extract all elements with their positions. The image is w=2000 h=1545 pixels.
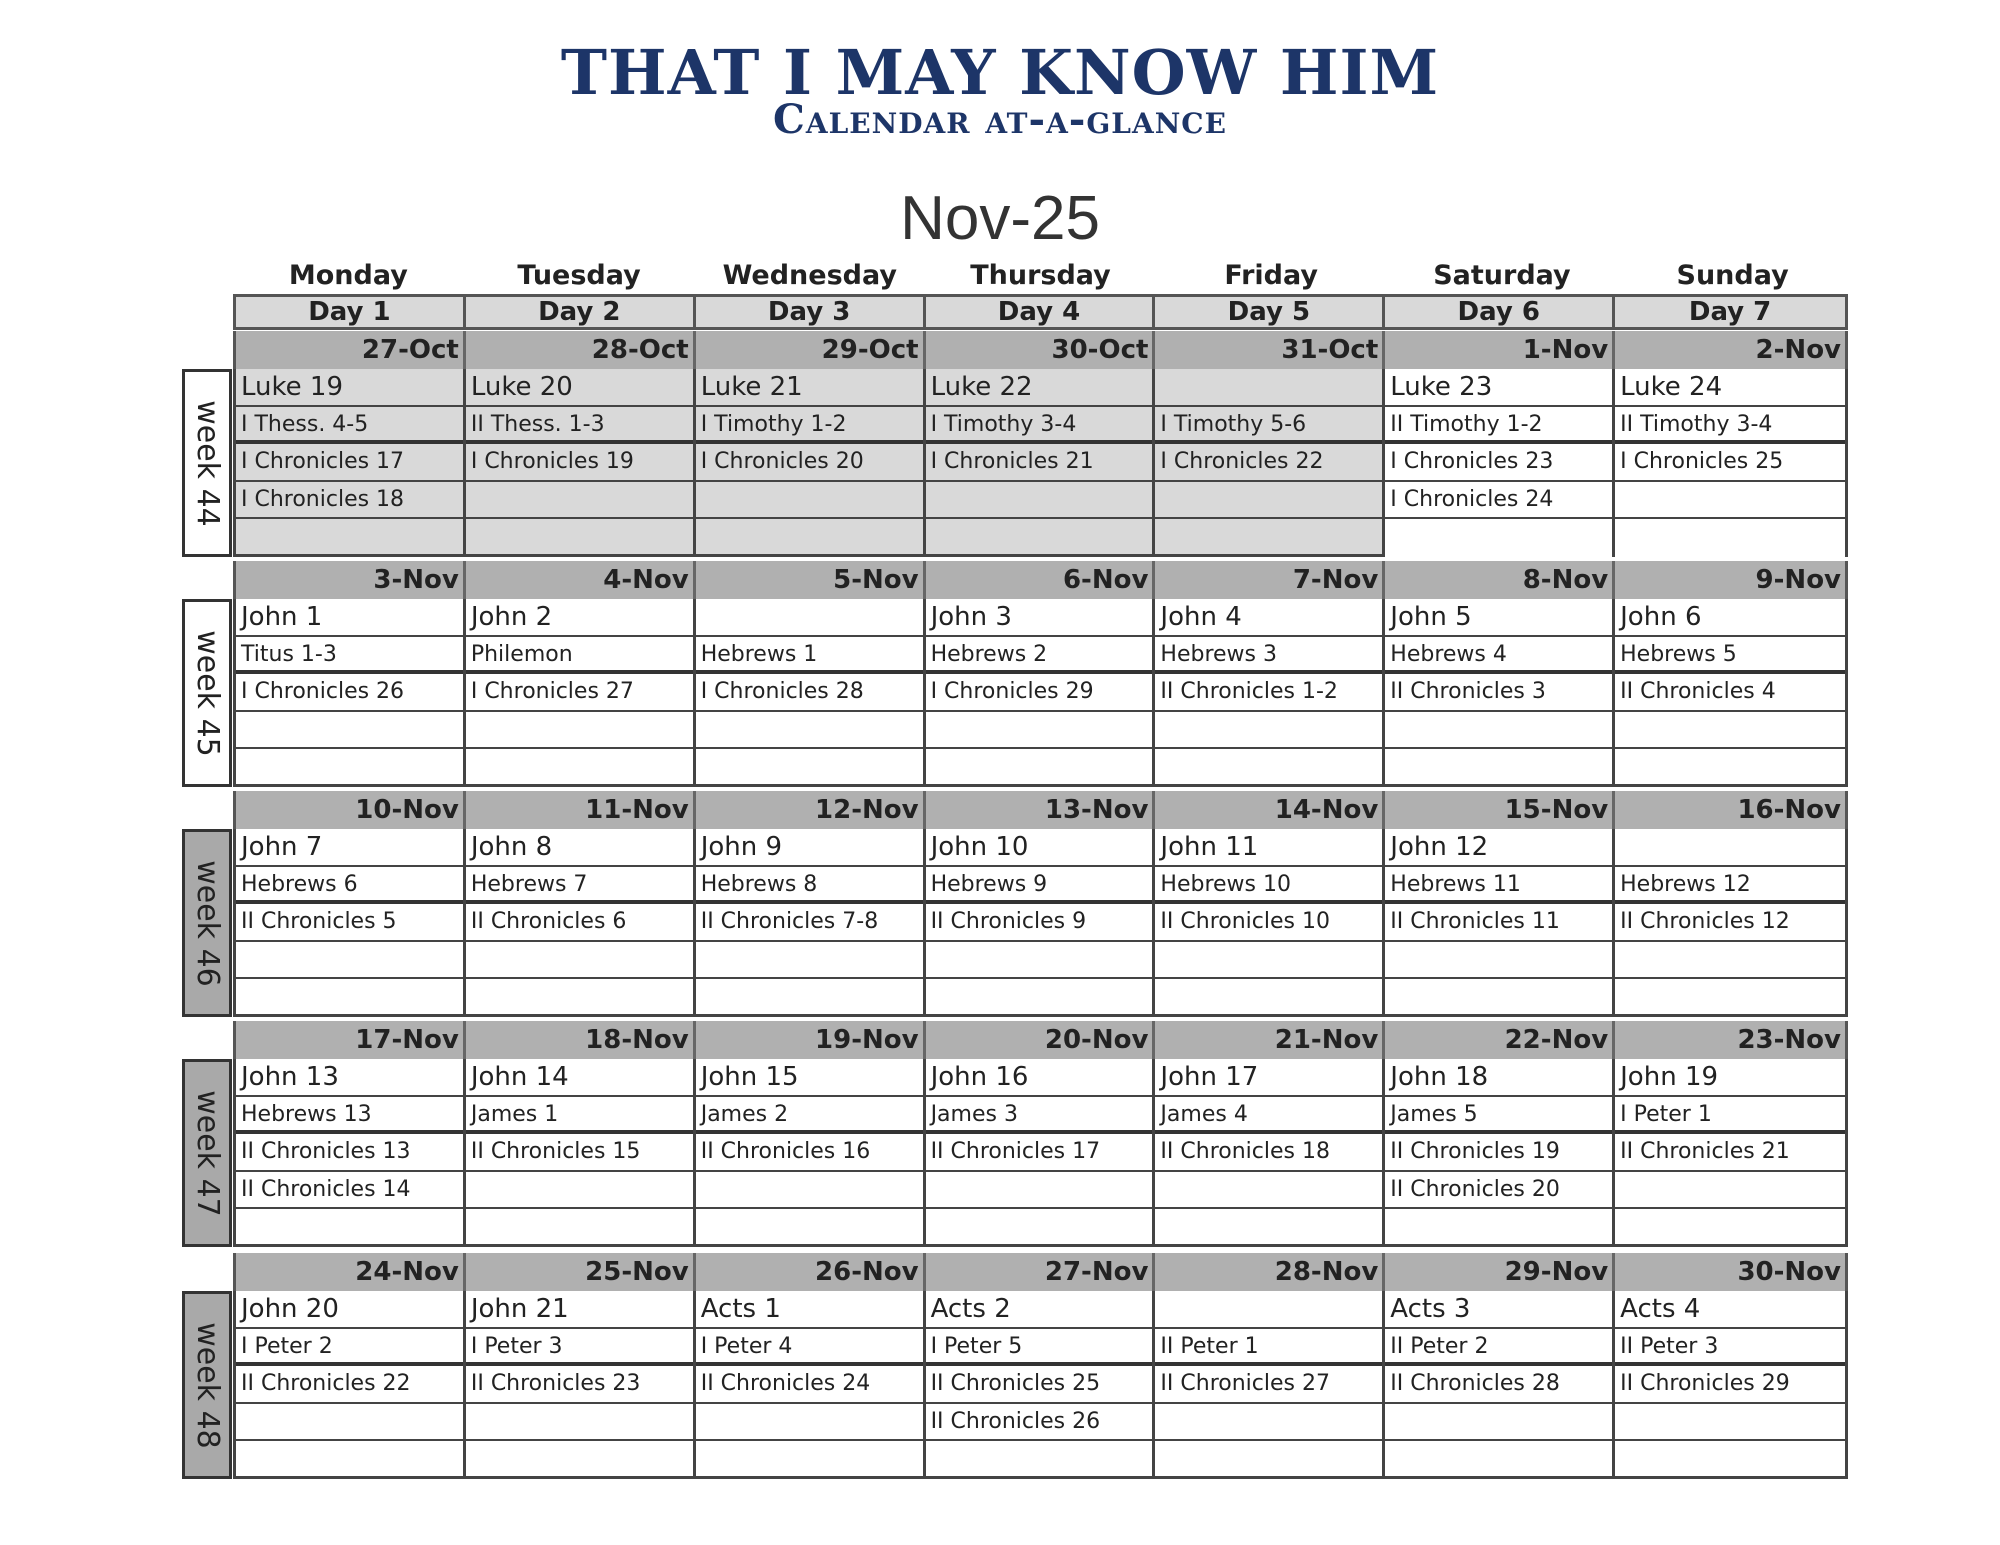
page-subtitle: Calendar at-a-glance: [773, 96, 1227, 143]
reading-entry: [1155, 942, 1382, 980]
date-label: 13-Nov: [926, 791, 1156, 829]
reading-entry: [466, 1441, 693, 1479]
date-row: [233, 791, 1848, 829]
reading-entry: [1615, 712, 1845, 750]
reading-entry: II Timothy 3-4: [1615, 407, 1845, 445]
reading-entry: II Chronicles 14: [236, 1172, 463, 1210]
day-cell: [1155, 599, 1385, 787]
reading-entry: [696, 942, 923, 980]
reading-entry: John 12: [1385, 829, 1612, 867]
reading-entry: [236, 979, 463, 1017]
date-label: 29-Oct: [696, 331, 926, 369]
reading-entry: II Chronicles 20: [1385, 1172, 1612, 1210]
day-cell: [1385, 369, 1615, 557]
day-number-label: Day 5: [1155, 297, 1385, 327]
reading-entry: [236, 519, 463, 557]
date-label: 5-Nov: [696, 561, 926, 599]
date-label: 27-Nov: [926, 1253, 1156, 1291]
date-label: 12-Nov: [696, 791, 926, 829]
day-cell: [1155, 829, 1385, 1017]
date-label: 25-Nov: [466, 1253, 696, 1291]
date-label: 4-Nov: [466, 561, 696, 599]
day-cell: [1385, 599, 1615, 787]
reading-entry: Titus 1-3: [236, 637, 463, 675]
week-block: [233, 561, 1848, 787]
reading-entry: I Timothy 5-6: [1155, 407, 1382, 445]
reading-entry: II Chronicles 6: [466, 904, 693, 942]
day-cell: [1155, 1291, 1385, 1479]
day-cell: [466, 1291, 696, 1479]
reading-entry: [1385, 979, 1612, 1017]
reading-entry: [236, 712, 463, 750]
reading-entry: John 18: [1385, 1059, 1612, 1097]
date-row: [233, 331, 1848, 369]
reading-entry: [466, 482, 693, 520]
reading-entry: John 14: [466, 1059, 693, 1097]
reading-entry: II Chronicles 22: [236, 1366, 463, 1404]
reading-entry: I Peter 5: [926, 1329, 1153, 1367]
reading-entry: [1615, 519, 1845, 557]
reading-entry: John 3: [926, 599, 1153, 637]
reading-entry: [1155, 519, 1382, 557]
date-label: 19-Nov: [696, 1021, 926, 1059]
reading-entry: Luke 24: [1615, 369, 1845, 407]
day-cell: [926, 829, 1156, 1017]
reading-entry: Hebrews 7: [466, 867, 693, 905]
reading-entry: I Chronicles 18: [236, 482, 463, 520]
reading-cells: [233, 1291, 1848, 1479]
reading-entry: [1155, 1209, 1382, 1247]
reading-entry: II Chronicles 4: [1615, 674, 1845, 712]
reading-entry: I Peter 3: [466, 1329, 693, 1367]
reading-entry: John 13: [236, 1059, 463, 1097]
reading-entry: [1155, 1291, 1382, 1329]
reading-entry: II Chronicles 27: [1155, 1366, 1382, 1404]
reading-entry: Hebrews 6: [236, 867, 463, 905]
reading-entry: Luke 19: [236, 369, 463, 407]
day-cell: [696, 1291, 926, 1479]
reading-entry: II Chronicles 25: [926, 1366, 1153, 1404]
reading-entry: [1385, 1404, 1612, 1442]
day-number-label: Day 1: [236, 297, 466, 327]
reading-entry: [1615, 1404, 1845, 1442]
month-title: Nov-25: [900, 184, 1100, 253]
reading-entry: II Chronicles 23: [466, 1366, 693, 1404]
date-label: 7-Nov: [1155, 561, 1385, 599]
reading-entry: [696, 1209, 923, 1247]
reading-entry: John 17: [1155, 1059, 1382, 1097]
reading-entry: John 7: [236, 829, 463, 867]
reading-entry: [1615, 1441, 1845, 1479]
weekday-label: Saturday: [1433, 260, 1571, 291]
reading-entry: I Timothy 1-2: [696, 407, 923, 445]
date-label: 24-Nov: [236, 1253, 466, 1291]
reading-entry: [466, 942, 693, 980]
reading-entry: [926, 482, 1153, 520]
reading-entry: [696, 749, 923, 787]
reading-entry: [696, 519, 923, 557]
week-block: [233, 791, 1848, 1017]
week-label-text: week 45: [189, 629, 225, 757]
reading-entry: Hebrews 12: [1615, 867, 1845, 905]
reading-entry: [1385, 1441, 1612, 1479]
reading-entry: Hebrews 9: [926, 867, 1153, 905]
reading-entry: Acts 3: [1385, 1291, 1612, 1329]
date-label: 27-Oct: [236, 331, 466, 369]
reading-entry: [1155, 1441, 1382, 1479]
day-cell: [1615, 829, 1845, 1017]
week-label: [182, 829, 232, 1017]
date-label: 3-Nov: [236, 561, 466, 599]
reading-entry: [1385, 942, 1612, 980]
reading-entry: II Chronicles 16: [696, 1134, 923, 1172]
reading-entry: John 20: [236, 1291, 463, 1329]
reading-entry: [696, 482, 923, 520]
week-label: [182, 369, 232, 557]
reading-entry: [926, 749, 1153, 787]
day-number-label: Day 6: [1385, 297, 1615, 327]
weekday-label: Thursday: [970, 260, 1111, 291]
reading-entry: I Timothy 3-4: [926, 407, 1153, 445]
date-label: 1-Nov: [1385, 331, 1615, 369]
reading-entry: Hebrews 10: [1155, 867, 1382, 905]
reading-entry: Hebrews 1: [696, 637, 923, 675]
reading-cells: [233, 369, 1848, 557]
reading-entry: [926, 1172, 1153, 1210]
day-cell: [466, 599, 696, 787]
reading-entry: II Chronicles 12: [1615, 904, 1845, 942]
reading-entry: II Peter 1: [1155, 1329, 1382, 1367]
reading-entry: [1155, 712, 1382, 750]
reading-entry: II Chronicles 21: [1615, 1134, 1845, 1172]
week-label-text: week 46: [189, 859, 225, 987]
reading-entry: [926, 712, 1153, 750]
date-label: 6-Nov: [926, 561, 1156, 599]
reading-entry: Hebrews 2: [926, 637, 1153, 675]
reading-entry: [696, 979, 923, 1017]
reading-entry: [1155, 369, 1382, 407]
reading-entry: Philemon: [466, 637, 693, 675]
reading-entry: [466, 1172, 693, 1210]
reading-entry: I Peter 2: [236, 1329, 463, 1367]
reading-entry: II Chronicles 19: [1385, 1134, 1612, 1172]
date-label: 28-Oct: [466, 331, 696, 369]
date-label: 30-Oct: [926, 331, 1156, 369]
day-number-label: Day 2: [466, 297, 696, 327]
day-cell: [926, 1059, 1156, 1247]
week-label: [182, 599, 232, 787]
date-label: 21-Nov: [1155, 1021, 1385, 1059]
reading-entry: I Chronicles 21: [926, 444, 1153, 482]
reading-entry: Hebrews 13: [236, 1097, 463, 1135]
day-cell: [466, 369, 696, 557]
reading-entry: [466, 712, 693, 750]
reading-entry: II Chronicles 15: [466, 1134, 693, 1172]
reading-cells: [233, 829, 1848, 1017]
reading-entry: Hebrews 8: [696, 867, 923, 905]
reading-entry: Acts 2: [926, 1291, 1153, 1329]
reading-entry: I Chronicles 27: [466, 674, 693, 712]
reading-entry: [1615, 482, 1845, 520]
week-label: [182, 1059, 232, 1247]
day-cell: [926, 599, 1156, 787]
week-label-text: week 44: [189, 399, 225, 527]
reading-entry: II Chronicles 13: [236, 1134, 463, 1172]
date-row: [233, 1253, 1848, 1291]
day-cell: [1155, 369, 1385, 557]
reading-entry: I Chronicles 29: [926, 674, 1153, 712]
reading-entry: II Chronicles 10: [1155, 904, 1382, 942]
date-row: [233, 561, 1848, 599]
day-cell: [1385, 1291, 1615, 1479]
reading-entry: Hebrews 3: [1155, 637, 1382, 675]
reading-entry: John 9: [696, 829, 923, 867]
reading-entry: II Chronicles 3: [1385, 674, 1612, 712]
reading-entry: [1615, 829, 1845, 867]
reading-entry: I Chronicles 17: [236, 444, 463, 482]
reading-entry: [236, 1209, 463, 1247]
reading-entry: I Chronicles 25: [1615, 444, 1845, 482]
reading-entry: I Chronicles 24: [1385, 482, 1612, 520]
reading-entry: [1155, 482, 1382, 520]
reading-entry: II Chronicles 18: [1155, 1134, 1382, 1172]
reading-entry: I Chronicles 20: [696, 444, 923, 482]
week-label-text: week 47: [189, 1089, 225, 1217]
reading-entry: II Thess. 1-3: [466, 407, 693, 445]
reading-entry: I Chronicles 22: [1155, 444, 1382, 482]
reading-entry: John 6: [1615, 599, 1845, 637]
reading-cells: [233, 599, 1848, 787]
reading-entry: II Chronicles 1-2: [1155, 674, 1382, 712]
day-cell: [926, 1291, 1156, 1479]
reading-entry: John 11: [1155, 829, 1382, 867]
reading-entry: II Chronicles 9: [926, 904, 1153, 942]
reading-entry: [1615, 1172, 1845, 1210]
reading-entry: James 1: [466, 1097, 693, 1135]
reading-entry: Luke 23: [1385, 369, 1612, 407]
date-label: 22-Nov: [1385, 1021, 1615, 1059]
day-cell: [466, 1059, 696, 1247]
week-label: [182, 1291, 232, 1479]
reading-entry: [696, 712, 923, 750]
reading-entry: [1615, 1209, 1845, 1247]
reading-entry: [466, 1209, 693, 1247]
reading-entry: II Chronicles 24: [696, 1366, 923, 1404]
reading-entry: [236, 749, 463, 787]
date-label: 15-Nov: [1385, 791, 1615, 829]
reading-entry: John 16: [926, 1059, 1153, 1097]
reading-entry: [926, 1441, 1153, 1479]
reading-entry: I Peter 4: [696, 1329, 923, 1367]
date-label: 31-Oct: [1155, 331, 1385, 369]
reading-entry: Acts 1: [696, 1291, 923, 1329]
date-label: 11-Nov: [466, 791, 696, 829]
day-number-label: Day 4: [926, 297, 1156, 327]
reading-entry: [1615, 942, 1845, 980]
day-cell: [696, 599, 926, 787]
reading-entry: II Chronicles 28: [1385, 1366, 1612, 1404]
week-block: [233, 1021, 1848, 1247]
date-label: 16-Nov: [1737, 795, 1841, 825]
reading-entry: James 2: [696, 1097, 923, 1135]
reading-entry: John 1: [236, 599, 463, 637]
reading-entry: II Chronicles 29: [1615, 1366, 1845, 1404]
reading-entry: Luke 20: [466, 369, 693, 407]
day-cell: [926, 369, 1156, 557]
reading-entry: II Chronicles 5: [236, 904, 463, 942]
reading-entry: [1385, 519, 1612, 557]
date-label: 30-Nov: [1737, 1257, 1841, 1287]
reading-entry: [466, 519, 693, 557]
day-cell: [236, 599, 466, 787]
reading-entry: Acts 4: [1615, 1291, 1845, 1329]
reading-entry: John 2: [466, 599, 693, 637]
reading-entry: [696, 1172, 923, 1210]
reading-entry: [1615, 979, 1845, 1017]
reading-entry: [1385, 749, 1612, 787]
reading-entry: II Chronicles 7-8: [696, 904, 923, 942]
day-cell: [1615, 1291, 1845, 1479]
reading-entry: I Chronicles 26: [236, 674, 463, 712]
date-label: 28-Nov: [1155, 1253, 1385, 1291]
weekday-label: Sunday: [1676, 260, 1789, 291]
date-label: 26-Nov: [696, 1253, 926, 1291]
reading-entry: [926, 1209, 1153, 1247]
reading-entry: [466, 1404, 693, 1442]
reading-entry: I Chronicles 19: [466, 444, 693, 482]
reading-entry: [1155, 1172, 1382, 1210]
day-number-label: Day 7: [1688, 297, 1772, 327]
week-label-text: week 48: [189, 1321, 225, 1449]
weekday-label: Tuesday: [517, 260, 641, 291]
reading-entry: II Peter 3: [1615, 1329, 1845, 1367]
date-label: 20-Nov: [926, 1021, 1156, 1059]
day-cell: [236, 369, 466, 557]
week-block: [233, 1253, 1848, 1479]
reading-entry: [236, 1404, 463, 1442]
reading-entry: [926, 979, 1153, 1017]
day-cell: [1615, 1059, 1845, 1247]
reading-entry: John 8: [466, 829, 693, 867]
reading-entry: [1155, 749, 1382, 787]
date-label: 8-Nov: [1385, 561, 1615, 599]
date-label: 29-Nov: [1385, 1253, 1615, 1291]
reading-entry: [696, 1404, 923, 1442]
reading-entry: [696, 599, 923, 637]
reading-entry: John 5: [1385, 599, 1612, 637]
reading-entry: [926, 519, 1153, 557]
reading-entry: II Chronicles 26: [926, 1404, 1153, 1442]
reading-entry: [1385, 712, 1612, 750]
reading-entry: II Chronicles 17: [926, 1134, 1153, 1172]
weekday-label: Wednesday: [722, 260, 897, 291]
weekday-label: Friday: [1224, 260, 1318, 291]
reading-entry: I Thess. 4-5: [236, 407, 463, 445]
date-row: [233, 1021, 1848, 1059]
reading-entry: [926, 942, 1153, 980]
date-label: 10-Nov: [236, 791, 466, 829]
date-label: 17-Nov: [236, 1021, 466, 1059]
reading-entry: John 15: [696, 1059, 923, 1097]
day-cell: [1155, 1059, 1385, 1247]
date-label: 14-Nov: [1155, 791, 1385, 829]
day-cell: [1615, 599, 1845, 787]
reading-entry: John 10: [926, 829, 1153, 867]
reading-entry: John 4: [1155, 599, 1382, 637]
reading-entry: Luke 22: [926, 369, 1153, 407]
day-cell: [236, 1059, 466, 1247]
reading-cells: [233, 1059, 1848, 1247]
reading-entry: Hebrews 4: [1385, 637, 1612, 675]
day-cell: [696, 829, 926, 1017]
date-label: 2-Nov: [1755, 335, 1841, 365]
reading-entry: John 19: [1615, 1059, 1845, 1097]
day-cell: [1385, 1059, 1615, 1247]
date-label: 23-Nov: [1737, 1025, 1841, 1055]
day-number-row: [233, 294, 1848, 330]
day-cell: [696, 369, 926, 557]
day-cell: [236, 1291, 466, 1479]
reading-entry: II Timothy 1-2: [1385, 407, 1612, 445]
reading-entry: James 4: [1155, 1097, 1382, 1135]
reading-entry: I Peter 1: [1615, 1097, 1845, 1135]
date-label: 18-Nov: [466, 1021, 696, 1059]
day-cell: [236, 829, 466, 1017]
reading-entry: II Chronicles 11: [1385, 904, 1612, 942]
day-cell: [696, 1059, 926, 1247]
reading-entry: Luke 21: [696, 369, 923, 407]
reading-entry: I Chronicles 23: [1385, 444, 1612, 482]
reading-entry: I Chronicles 28: [696, 674, 923, 712]
reading-entry: James 3: [926, 1097, 1153, 1135]
reading-entry: [1385, 1209, 1612, 1247]
day-cell: [466, 829, 696, 1017]
reading-entry: John 21: [466, 1291, 693, 1329]
reading-entry: [1155, 979, 1382, 1017]
day-cell: [1385, 829, 1615, 1017]
page-title: THAT I MAY KNOW HIM: [560, 36, 1440, 109]
reading-entry: James 5: [1385, 1097, 1612, 1135]
reading-entry: [236, 942, 463, 980]
reading-entry: [1155, 1404, 1382, 1442]
reading-entry: [236, 1441, 463, 1479]
week-block: [233, 331, 1848, 557]
weekday-header-row: [233, 258, 1848, 294]
reading-entry: [466, 979, 693, 1017]
weekday-label: Monday: [288, 260, 408, 291]
day-number-label: Day 3: [696, 297, 926, 327]
reading-entry: [1615, 749, 1845, 787]
reading-entry: [466, 749, 693, 787]
date-label: 9-Nov: [1755, 565, 1841, 595]
reading-entry: Hebrews 11: [1385, 867, 1612, 905]
reading-entry: II Peter 2: [1385, 1329, 1612, 1367]
day-cell: [1615, 369, 1845, 557]
reading-entry: [696, 1441, 923, 1479]
reading-entry: Hebrews 5: [1615, 637, 1845, 675]
